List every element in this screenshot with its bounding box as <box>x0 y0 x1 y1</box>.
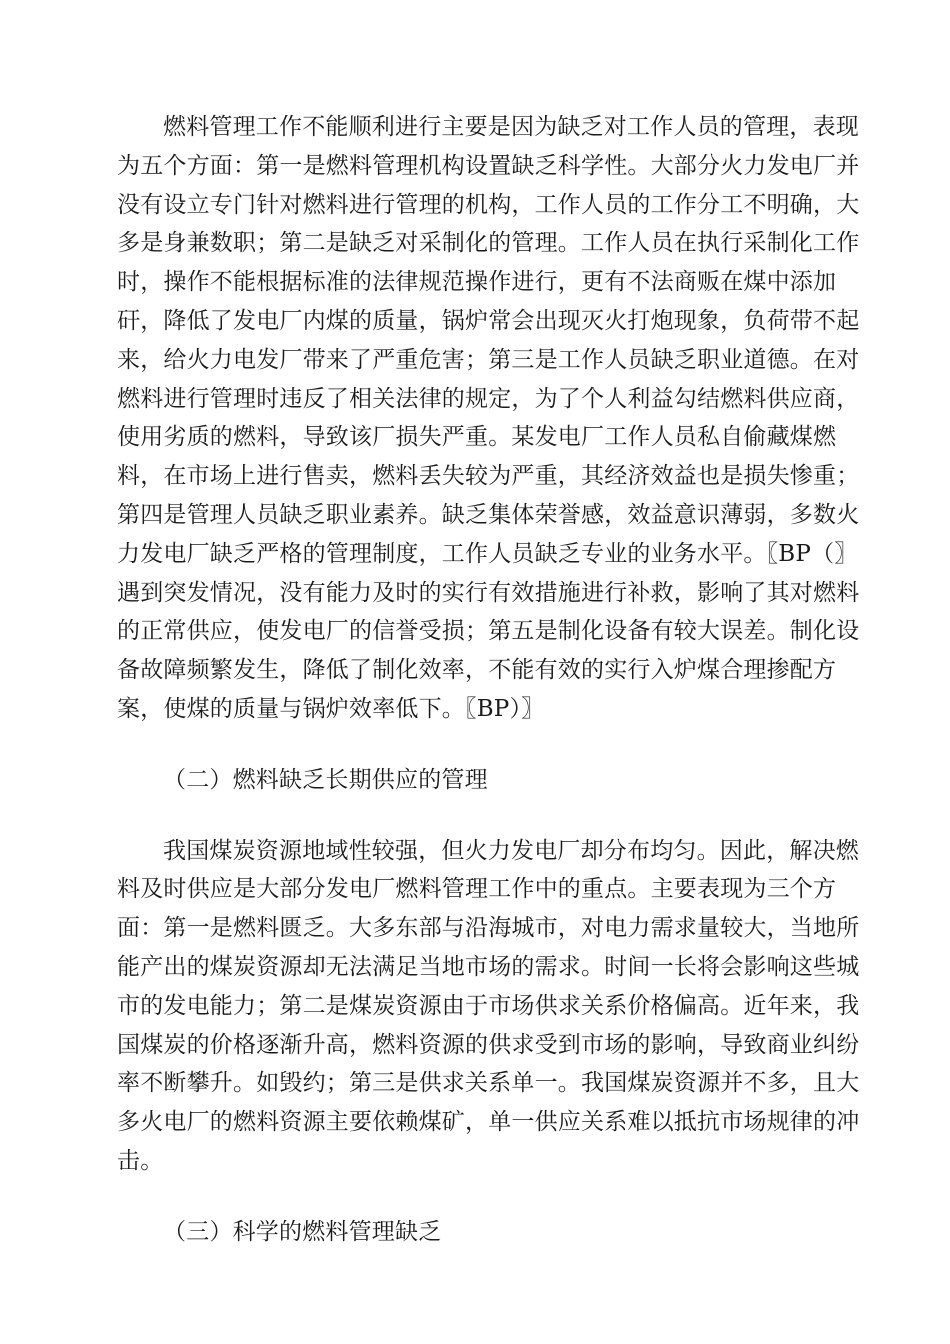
section-heading-3 <box>117 1213 835 1252</box>
text-line: 第四是管理人员缺乏职业素养。缺乏集体荣誉感，效益意识薄弱，多数火 <box>117 501 860 528</box>
text-line: 备故障频繁发生，降低了制化效率，不能有效的实行入炉煤合理掺配方 <box>117 657 837 684</box>
text-line: 没有设立专门针对燃料进行管理的机构，工作人员的工作分工不明确，大 <box>117 191 860 218</box>
text-line: 面：第一是燃料匮乏。大多东部与沿海城市，对电力需求量较大，当地所 <box>117 915 860 942</box>
text-line: 能产出的煤炭资源却无法满足当地市场的需求。时间一长将会影响这些城 <box>117 953 860 980</box>
text-line: 矸，降低了发电厂内煤的质量，锅炉常会出现灭火打炮现象，负荷带不起 <box>117 307 860 334</box>
text-line: 料，在市场上进行售卖，燃料丢失较为严重，其经济效益也是损失惨重； <box>117 463 860 490</box>
text-line: 时，操作不能根据标准的法律规范操作进行，更有不法商贩在煤中添加 <box>117 269 837 296</box>
text-line: 率不断攀升。如毁约；第三是供求关系单一。我国煤炭资源并不多，且大 <box>117 1070 860 1097</box>
text-line: 的正常供应，使发电厂的信誉受损；第五是制化设备有较大误差。制化设 <box>117 618 860 645</box>
section-heading-text: （二）燃料缺乏长期供应的管理 <box>163 766 488 793</box>
text-line: 国煤炭的价格逐渐升高，燃料资源的供求受到市场的影响，导致商业纠纷 <box>117 1031 860 1058</box>
paragraph-fuel-supply <box>117 832 860 1181</box>
text-line: 案，使煤的质量与锅炉效率低下。〖BP）〗 <box>117 695 545 722</box>
document-body <box>117 108 860 1252</box>
text-line: 多火电厂的燃料资源主要依赖煤矿，单一供应关系难以抵抗市场规律的冲 <box>117 1109 860 1136</box>
text-line: 使用劣质的燃料，导致该厂损失严重。某发电厂工作人员私自偷藏煤燃 <box>117 424 837 451</box>
text-line: 力发电厂缺乏严格的管理制度，工作人员缺乏专业的业务水平。〖BP（〗 <box>117 540 858 567</box>
text-line: 燃料管理工作不能顺利进行主要是因为缺乏对工作人员的管理，表现 <box>163 114 859 140</box>
section-heading-text: （三）科学的燃料管理缺乏 <box>163 1218 442 1245</box>
text-line: 击。 <box>117 1147 164 1174</box>
text-line: 遇到突发情况，没有能力及时的实行有效措施进行补救，影响了其对燃料 <box>117 579 860 606</box>
paragraph-fuel-personnel-management <box>117 108 860 729</box>
text-line: 来，给火力电发厂带来了严重危害；第三是工作人员缺乏职业道德。在对 <box>117 346 860 373</box>
text-line: 料及时供应是大部分发电厂燃料管理工作中的重点。主要表现为三个方 <box>117 876 837 903</box>
text-line: 我国煤炭资源地域性较强，但火力发电厂却分布均匀。因此，解决燃 <box>163 837 859 864</box>
text-line: 为五个方面：第一是燃料管理机构设置缺乏科学性。大部分火力发电厂并 <box>117 152 860 179</box>
text-line: 市的发电能力；第二是煤炭资源由于市场供求关系价格偏高。近年来，我 <box>117 992 860 1019</box>
text-line: 燃料进行管理时违反了相关法律的规定，为了个人利益勾结燃料供应商， <box>117 385 860 412</box>
text-line: 多是身兼数职；第二是缺乏对采制化的管理。工作人员在执行采制化工作 <box>117 230 860 257</box>
section-heading-2 <box>117 761 835 800</box>
